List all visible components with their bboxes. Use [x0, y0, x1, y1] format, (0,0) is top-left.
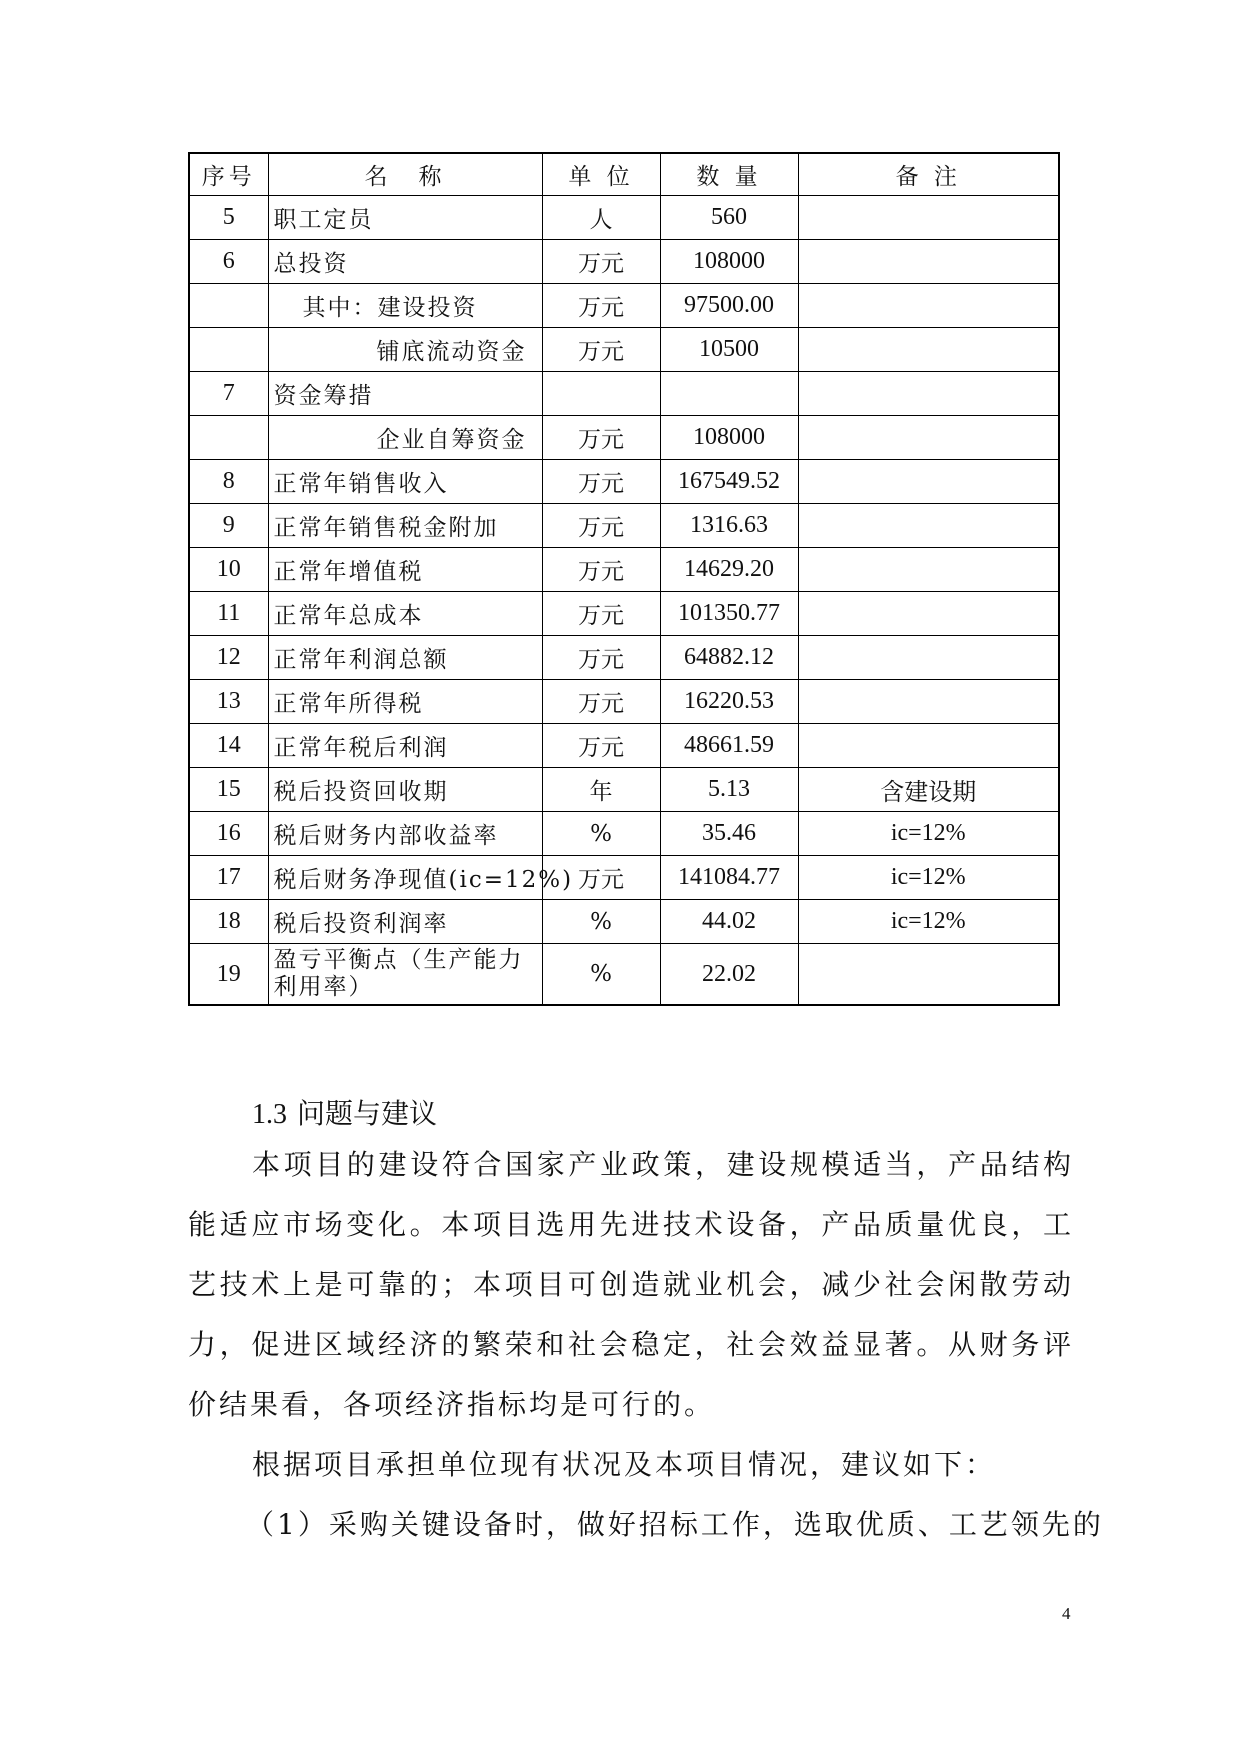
cell-quantity: 16220.53: [660, 680, 798, 724]
cell-no: [189, 416, 268, 460]
cell-unit: 万元: [542, 856, 660, 900]
cell-unit: 万元: [542, 680, 660, 724]
cell-note: [798, 284, 1059, 328]
cell-quantity: 35.46: [660, 812, 798, 856]
cell-quantity: 108000: [660, 240, 798, 284]
cell-unit: 万元: [542, 416, 660, 460]
cell-no: 6: [189, 240, 268, 284]
table-body: [189, 196, 1059, 1006]
cell-name: 资金筹措: [268, 372, 542, 416]
cell-quantity: 10500: [660, 328, 798, 372]
section-title: 问题与建议: [297, 1097, 438, 1130]
cell-unit: 万元: [542, 724, 660, 768]
cell-quantity: 44.02: [660, 900, 798, 944]
cell-name: 正常年所得税: [268, 680, 542, 724]
table-row: [189, 900, 1059, 944]
cell-note: [798, 548, 1059, 592]
cell-name: 正常年税后利润: [268, 724, 542, 768]
cell-note: [798, 636, 1059, 680]
cell-unit: %: [542, 944, 660, 1006]
cell-unit: 万元: [542, 328, 660, 372]
cell-note: [798, 944, 1059, 1006]
cell-unit: 人: [542, 196, 660, 240]
cell-note: [798, 460, 1059, 504]
cell-unit: 万元: [542, 636, 660, 680]
paragraph-suggestion-intro: 根据项目承担单位现有状况及本项目情况，建议如下：: [252, 1448, 997, 1481]
cell-name: 正常年销售收入: [268, 460, 542, 504]
cell-no: 13: [189, 680, 268, 724]
cell-no: 16: [189, 812, 268, 856]
cell-no: 17: [189, 856, 268, 900]
cell-note: [798, 328, 1059, 372]
cell-unit: 万元: [542, 460, 660, 504]
cell-name: 企业自筹资金: [268, 416, 542, 460]
table-row: [189, 504, 1059, 548]
cell-note: ic=12%: [798, 900, 1059, 944]
header-unit: 单 位: [542, 153, 660, 196]
cell-name: 总投资: [268, 240, 542, 284]
cell-note: [798, 680, 1059, 724]
table-row: [189, 944, 1059, 1006]
cell-no: 11: [189, 592, 268, 636]
header-note: 备 注: [798, 153, 1059, 196]
table-row: [189, 548, 1059, 592]
cell-no: [189, 284, 268, 328]
table-row: [189, 680, 1059, 724]
table-row: [189, 416, 1059, 460]
cell-name: 职工定员: [268, 196, 542, 240]
table-row: [189, 328, 1059, 372]
cell-note: [798, 592, 1059, 636]
cell-name: 税后投资回收期: [268, 768, 542, 812]
cell-note: [798, 504, 1059, 548]
cell-unit: 年: [542, 768, 660, 812]
cell-no: 9: [189, 504, 268, 548]
table-row: [189, 768, 1059, 812]
cell-name: 税后财务净现值(ic=12%): [268, 856, 542, 900]
cell-note: 含建设期: [798, 768, 1059, 812]
table-row: [189, 196, 1059, 240]
cell-no: [189, 328, 268, 372]
cell-name: 铺底流动资金: [268, 328, 542, 372]
cell-no: 7: [189, 372, 268, 416]
cell-no: 18: [189, 900, 268, 944]
cell-quantity: 64882.12: [660, 636, 798, 680]
cell-unit: 万元: [542, 240, 660, 284]
cell-no: 10: [189, 548, 268, 592]
cell-unit: %: [542, 900, 660, 944]
cell-no: 5: [189, 196, 268, 240]
cell-unit: 万元: [542, 592, 660, 636]
cell-note: [798, 196, 1059, 240]
summary-table: [188, 152, 1060, 1006]
cell-name: 税后投资利润率: [268, 900, 542, 944]
cell-quantity: 167549.52: [660, 460, 798, 504]
cell-name: 税后财务内部收益率: [268, 812, 542, 856]
cell-unit: 万元: [542, 504, 660, 548]
cell-quantity: [660, 372, 798, 416]
table-row: [189, 284, 1059, 328]
table-header-row: [189, 153, 1059, 196]
cell-no: 12: [189, 636, 268, 680]
cell-quantity: 48661.59: [660, 724, 798, 768]
cell-quantity: 141084.77: [660, 856, 798, 900]
table-row: [189, 592, 1059, 636]
table-row: [189, 724, 1059, 768]
cell-quantity: 1316.63: [660, 504, 798, 548]
cell-name: 正常年总成本: [268, 592, 542, 636]
table-row: [189, 460, 1059, 504]
cell-quantity: 97500.00: [660, 284, 798, 328]
paragraph-suggestion-1: （1）采购关键设备时，做好招标工作，选取优质、工艺领先的: [246, 1508, 1104, 1541]
cell-unit: [542, 372, 660, 416]
cell-no: 19: [189, 944, 268, 1006]
cell-no: 8: [189, 460, 268, 504]
cell-quantity: 108000: [660, 416, 798, 460]
table-row: [189, 812, 1059, 856]
header-quantity: 数 量: [660, 153, 798, 196]
page-number: 4: [1062, 1604, 1071, 1623]
cell-quantity: 22.02: [660, 944, 798, 1006]
cell-quantity: 101350.77: [660, 592, 798, 636]
cell-quantity: 5.13: [660, 768, 798, 812]
cell-quantity: 14629.20: [660, 548, 798, 592]
paragraph-assessment: 本项目的建设符合国家产业政策，建设规模适当，产品结构能适应市场变化。本项目选用先进技术设备，产品质量优良，工艺技术上是可靠的；本项目可创造就业机会，减少社会闲散劳动力，促进区域经济的繁荣和社会稳定，社会效益显著。从财务评价结果看，各项经济指标均是可行的。: [188, 1148, 1074, 1421]
section-heading: [252, 1092, 437, 1132]
cell-note: [798, 416, 1059, 460]
cell-unit: 万元: [542, 548, 660, 592]
cell-name: 其中：建设投资: [268, 284, 542, 328]
cell-name: 正常年销售税金附加: [268, 504, 542, 548]
table-row: [189, 372, 1059, 416]
cell-note: [798, 372, 1059, 416]
cell-unit: 万元: [542, 284, 660, 328]
table-row: [189, 856, 1059, 900]
cell-note: ic=12%: [798, 812, 1059, 856]
table-row: [189, 636, 1059, 680]
header-name: 名 称: [268, 153, 542, 196]
cell-quantity: 560: [660, 196, 798, 240]
table-row: [189, 240, 1059, 284]
cell-no: 15: [189, 768, 268, 812]
cell-no: 14: [189, 724, 268, 768]
cell-note: ic=12%: [798, 856, 1059, 900]
cell-note: [798, 240, 1059, 284]
cell-name: 正常年增值税: [268, 548, 542, 592]
cell-note: [798, 724, 1059, 768]
cell-name: 盈亏平衡点（生产能力利用率）: [268, 944, 542, 1006]
section-number: 1.3: [252, 1099, 287, 1130]
header-no: 序号: [189, 153, 268, 196]
cell-name: 正常年利润总额: [268, 636, 542, 680]
cell-unit: %: [542, 812, 660, 856]
